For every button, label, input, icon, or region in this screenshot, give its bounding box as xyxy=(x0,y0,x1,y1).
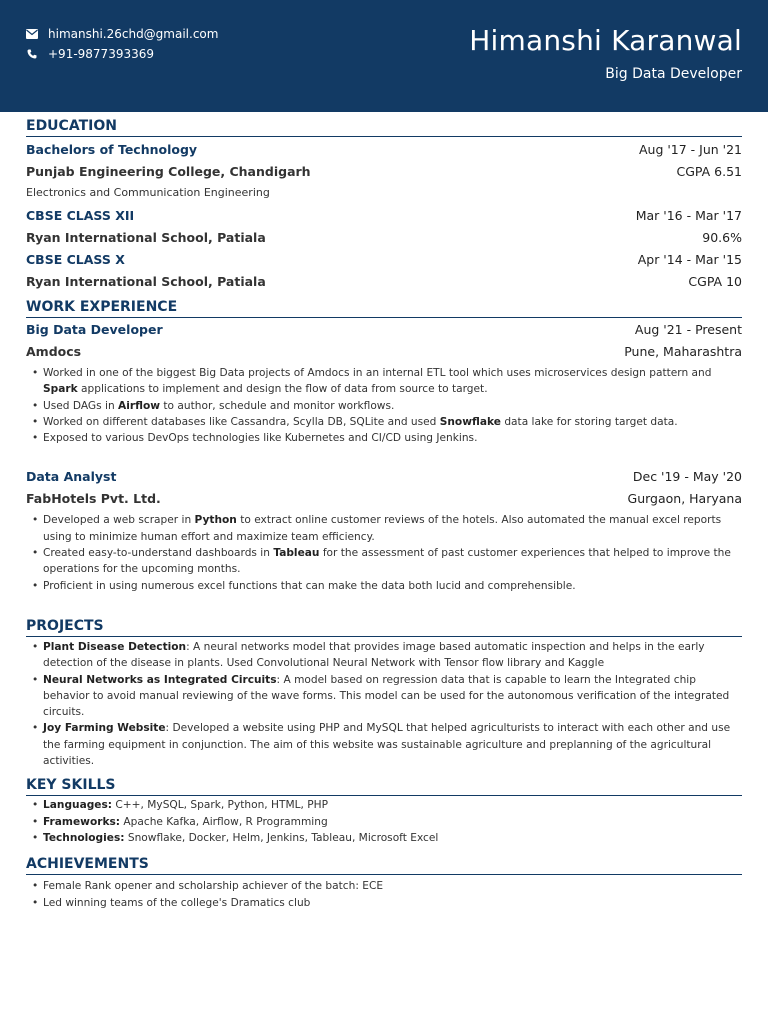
project-list xyxy=(26,639,742,769)
work-title: Big Data Developer xyxy=(26,322,163,337)
section-title-skills: KEY SKILLS xyxy=(26,775,742,796)
phone-text[interactable]: +91-9877393369 xyxy=(48,47,155,61)
list-item: • Proficient in using numerous excel functions that can make the data both lucid and comprehensible. xyxy=(32,578,742,594)
candidate-role: Big Data Developer xyxy=(605,66,742,82)
work-bullets xyxy=(26,512,742,593)
list-item: • Worked on different databases like Cassandra, Scylla DB, SQLite and used Snowflake data lake for storing target data. xyxy=(32,414,742,430)
email-row xyxy=(26,24,218,44)
section-title-education: EDUCATION xyxy=(26,116,742,137)
email-text[interactable]: himanshi.26chd@gmail.com xyxy=(48,27,219,41)
work-title: Data Analyst xyxy=(26,469,117,485)
list-item: • Plant Disease Detection: A neural networks model that provides image based automatic inspection and helps in the early detection of the disease in plants. Used Convolutional Neural Network with Tensor flow library and Kaggle xyxy=(32,639,742,672)
education-entry xyxy=(26,139,742,203)
resume-header xyxy=(0,0,768,112)
education-dates: Mar '16 - Mar '17 xyxy=(635,208,742,223)
education-school-row xyxy=(26,271,742,293)
phone-icon xyxy=(26,48,38,60)
education-degree: CBSE CLASS XII xyxy=(26,208,135,223)
list-item: • Neural Networks as Integrated Circuits: A model based on regression data that is capable to learn the Integrated chip behavior to avoid manual reviewing of the wave forms. This model can be used for the autonomous verification of the integrated circuits. xyxy=(32,672,742,721)
work-company: Amdocs xyxy=(26,344,82,359)
phone-row xyxy=(26,44,218,64)
envelope-icon xyxy=(26,28,38,40)
list-item: • Languages: C++, MySQL, Spark, Python, HTML, PHP xyxy=(32,797,742,813)
skills-list xyxy=(26,797,742,846)
education-score: 90.6% xyxy=(702,230,742,245)
work-company-row xyxy=(26,488,742,510)
work-location: Gurgaon, Haryana xyxy=(627,491,742,507)
education-header-row xyxy=(26,249,742,271)
work-bullets xyxy=(26,365,742,446)
education-entry xyxy=(26,205,742,249)
education-school-row xyxy=(26,161,742,183)
education-dates: Apr '14 - Mar '15 xyxy=(637,252,742,267)
list-item: • Created easy-to-understand dashboards in Tableau for the assessment of past customer experiences that helped to improve the operations for the upcoming months. xyxy=(32,545,742,578)
section-title-achievements: ACHIEVEMENTS xyxy=(26,854,742,875)
list-item: • Used DAGs in Airflow to author, schedule and monitor workflows. xyxy=(32,398,742,414)
work-header-row xyxy=(26,319,742,341)
work-company: FabHotels Pvt. Ltd. xyxy=(26,491,161,507)
work-location: Pune, Maharashtra xyxy=(624,344,742,359)
education-entry xyxy=(26,249,742,293)
education-school-row xyxy=(26,227,742,249)
contact-block xyxy=(26,24,218,64)
education-degree: Bachelors of Technology xyxy=(26,142,198,157)
education-header-row xyxy=(26,139,742,161)
section-title-projects: PROJECTS xyxy=(26,616,742,637)
education-school: Ryan International School, Patiala xyxy=(26,230,266,245)
work-dates: Aug '21 - Present xyxy=(634,322,742,337)
work-header-row xyxy=(26,466,742,488)
work-entry xyxy=(26,466,742,593)
education-dates: Aug '17 - Jun '21 xyxy=(638,142,742,157)
list-item: • Female Rank opener and scholarship achiever of the batch: ECE xyxy=(32,878,742,894)
list-item: • Joy Farming Website: Developed a website using PHP and MySQL that helped agriculturists to interact with each other and use the farming equipment in conjunction. The aim of this website was sustainable agriculture and preplanning of the agricultural activities. xyxy=(32,720,742,769)
list-item: • Worked in one of the biggest Big Data projects of Amdocs in an internal ETL tool which uses microservices design pattern and Spark applications to implement and design the flow of data from source to target. xyxy=(32,365,742,398)
education-score: CGPA 10 xyxy=(688,274,742,289)
education-school: Punjab Engineering College, Chandigarh xyxy=(26,164,311,179)
list-item: • Exposed to various DevOps technologies like Kubernetes and CI/CD using Jenkins. xyxy=(32,430,742,446)
resume-body xyxy=(26,116,742,911)
work-dates: Dec '19 - May '20 xyxy=(632,469,742,485)
work-entry xyxy=(26,319,742,446)
candidate-name: Himanshi Karanwal xyxy=(469,24,742,57)
section-title-work: WORK EXPERIENCE xyxy=(26,297,742,318)
education-header-row xyxy=(26,205,742,227)
list-item: • Frameworks: Apache Kafka, Airflow, R Programming xyxy=(32,814,742,830)
education-school: Ryan International School, Patiala xyxy=(26,274,266,289)
education-note: Electronics and Communication Engineering xyxy=(26,186,270,199)
list-item: • Led winning teams of the college's Dramatics club xyxy=(32,895,742,911)
work-company-row xyxy=(26,341,742,363)
list-item: • Developed a web scraper in Python to extract online customer reviews of the hotels. Also automated the manual excel reports using to minimize human effort and maximize team efficiency. xyxy=(32,512,742,545)
education-score: CGPA 6.51 xyxy=(676,164,742,179)
education-degree: CBSE CLASS X xyxy=(26,252,125,267)
list-item: • Technologies: Snowflake, Docker, Helm, Jenkins, Tableau, Microsoft Excel xyxy=(32,830,742,846)
achievements-list xyxy=(26,878,742,911)
